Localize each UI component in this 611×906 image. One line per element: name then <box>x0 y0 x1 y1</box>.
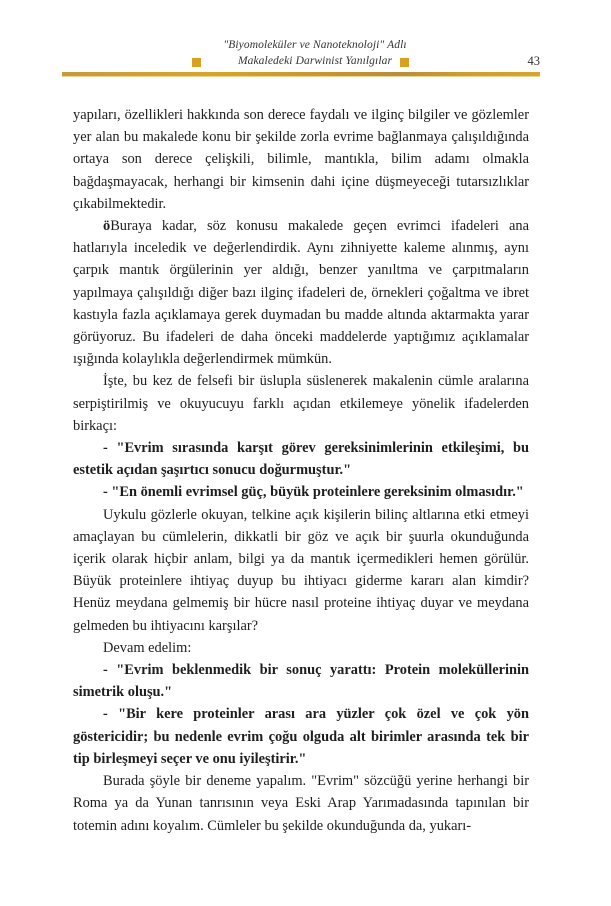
header-square-right-icon <box>400 58 409 67</box>
paragraph: Devam edelim: <box>103 639 192 656</box>
paragraph-text: Buraya kadar, söz konusu makalede geçen evrimci ifadeleri ana hatlarıyla inceledik ve değerlendirdik. Aynı zihniyette kaleme alınmış, aynı çarpık mantık örgülerinin yer aldığı, benzer yanıltma ve çarpıtmaların yapılmaya çalışıldığı diğer bazı ilginç ifadeleri de, örnekleri çoğaltma ve ibret kastıyla fazla açıklamaya gerek duymadan bu madde altında aktarmakta yarar görüyoruz. Bu ifadeleri de daha önceki maddelerde yaptığımız açıklamalar ışığında kolaylıkla değerlendirmek mümkün. <box>73 218 529 368</box>
paragraph: Uykulu gözlerle okuyan, telkine açık kişilerin bilinç altlarına etki etmeyi amaçlayan bu cümlelerin, dikkatli bir göz ve açık bir şuurla okunduğunda içerik olarak hiçbir anlam, bilgi ya da mantık içermedikleri hemen görülür. Büyük proteinlere ihtiyaç duyup bu ihtiyacı giderme kararı alan kimdir? Henüz meydana gelmemiş bir hücre nasıl proteine ihtiyaç duyar ve meydana gelmeden bu ihtiyacını karşılar? <box>73 506 529 634</box>
page-number: 43 <box>527 54 540 68</box>
quoted-statement: - "En önemli evrimsel güç, büyük proteinlere gereksinim olmasıdır." <box>103 484 524 501</box>
running-title <box>200 37 430 69</box>
paragraph: İşte, bu kez de felsefi bir üslupla süslenerek makalenin cümle aralarına serpiştirilmiş ve okuyucuyu farklı açıdan etkilemeye yönelik ifadelerden birkaçı: <box>73 373 529 434</box>
running-header <box>0 0 611 80</box>
quoted-statement: - "Bir kere proteinler arası ara yüzler çok özel ve çok yön göstericidir; bu nedenle evrim çoğu olguda alt birimler arasında tek bir tip birleşmeyi seçer ve onu iyileştirir." <box>73 706 529 767</box>
running-title-line-1: "Biyomoleküler ve Nanoteknoloji" Adlı <box>223 39 407 51</box>
quoted-statement: - "Evrim sırasında karşıt görev gereksinimlerinin etkileşimi, bu estetik açıdan şaşırtıcı sonucu doğurmuştur." <box>73 440 529 479</box>
page-body <box>73 104 529 837</box>
paragraph-continuation: yapıları, özellikleri hakkında son derece faydalı ve ilginç bilgiler ve gözlemler yer alan bu makalede konu bir şekilde zorla evrime bağlanmaya çalışıldığında ortaya son derece çelişkili, bilimle, mantıkla, bilim adamı olmakla bağdaşmayacak, herhangi bir kimsenin dahi içine düşmeyeceği tutarsızlıklar çıkabilmektedir. <box>73 107 529 212</box>
paragraph: Burada şöyle bir deneme yapalım. "Evrim" sözcüğü yerine herhangi bir Roma ya da Yunan tanrısının veya Eski Arap Yarımadasında tapınılan bir totemin adını koyalım. Cümleler bu şekilde okunduğunda da, yukarı- <box>73 773 529 834</box>
header-square-left-icon <box>192 58 201 67</box>
paragraph <box>73 215 529 370</box>
header-rule <box>62 72 540 77</box>
running-title-line-2: Makaledeki Darwinist Yanılgılar <box>237 55 393 67</box>
quoted-statement: - "Evrim beklenmedik bir sonuç yarattı: Protein moleküllerinin simetrik oluşu." <box>73 662 529 701</box>
paragraph-lead-mark: ö <box>103 218 111 235</box>
